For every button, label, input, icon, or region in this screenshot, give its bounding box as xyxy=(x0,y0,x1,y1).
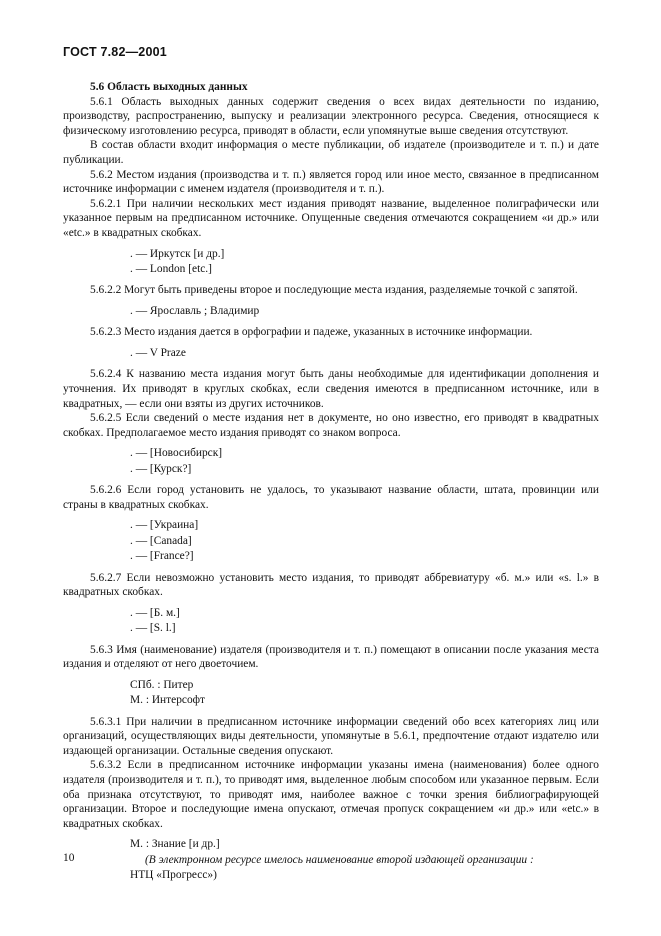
paragraph-5-6-2-2: 5.6.2.2 Могут быть приведены второе и последующие места издания, разделяемые точкой с запятой. xyxy=(90,284,578,297)
example-line: . — [Canada] xyxy=(130,534,192,547)
example-line: НТЦ «Прогресс») xyxy=(130,869,217,882)
example-block xyxy=(63,446,599,477)
paragraph-5-6-3-1: 5.6.3.1 При наличии в предписанном источнике информации сведений обо всех категориях лиц или организаций, осуществляющих виды деятельности, упомянутые в 5.6.1, предпочтение отдают издателю или издающей организации. Остальные сведения опускают. xyxy=(63,715,599,757)
example-line: СПб. : Питер xyxy=(130,678,194,691)
paragraph-5-6-2-6: 5.6.2.6 Если город установить не удалось, то указывают название области, штата, провинции или страны в квадратных скобках. xyxy=(63,484,599,511)
example-line: . — [Б. м.] xyxy=(130,606,180,619)
paragraph-area-scope: В состав области входит информация о месте публикации, об издателе (производителе и т. п.) и дате публикации. xyxy=(63,139,599,166)
paragraph-5-6-2: 5.6.2 Местом издания (производства и т. п.) является город или иное место, связанное в предписанном источнике информации с именем издателя (производителя и т. п.). xyxy=(63,168,599,196)
example-line: . — London [etc.] xyxy=(130,262,212,275)
paragraph-5-6-2-5: 5.6.2.5 Если сведений о месте издания нет в документе, но оно известно, его приводят в квадратных скобках. Предполагаемое место издания приводят со знаком вопроса. xyxy=(63,412,599,439)
page-number: 10 xyxy=(63,852,75,864)
example-block xyxy=(63,606,599,637)
paragraph-5-6-2-7: 5.6.2.7 Если невозможно установить место издания, то приводят аббревиатуру «б. м.» или «s. l.» в квадратных скобках. xyxy=(63,571,599,599)
example-block xyxy=(63,678,599,709)
example-note: (В электронном ресурсе имелось наименование второй издающей организации : xyxy=(145,853,534,866)
paragraph-5-6-3-2: 5.6.3.2 Если в предписанном источнике информации указаны имена (наименования) более одного издателя (производителя и т. п.), то приводят имя, выделенное любым способом или указанное первым. Если оба признака отсутствуют, то приводят имя, наиболее важное с точки зрения библиографирующей организации. Второе и последующие имена опускают, отмечая пропуск сокращением «и др.» или «etc.» в квадратных скобках. xyxy=(63,759,599,830)
paragraph-5-6-3: 5.6.3 Имя (наименование) издателя (производителя и т. п.) помещают в описании после указания места издания и отделяют от него двоеточием. xyxy=(63,643,599,671)
document-body xyxy=(63,80,599,884)
example-line: . — [Новосибирск] xyxy=(130,447,223,460)
example-line: . — V Praze xyxy=(130,346,186,359)
section-heading: 5.6 Область выходных данных xyxy=(90,81,248,93)
example-line: . — [S. l.] xyxy=(130,622,176,635)
example-line: М. : Интерсофт xyxy=(130,694,205,707)
paragraph-5-6-2-4: 5.6.2.4 К названию места издания могут быть даны необходимые для идентификации дополнения и уточнения. Их приводят в круглых скобках, если сведения имеются в предписанном источнике, или в квадратных, — если они взяты из других источников. xyxy=(63,368,599,410)
example-line: . — [Курск?] xyxy=(130,462,192,475)
final-example-block xyxy=(63,837,599,883)
paragraph-5-6-2-1: 5.6.2.1 При наличии нескольких мест издания приводят название, выделенное полиграфически или указанное первым на предписанном источнике. Опущенные сведения отмечаются сокращением «и др.» или «etc.» в квадратных скобках. xyxy=(63,197,599,239)
example-block xyxy=(63,518,599,564)
example-block xyxy=(63,247,599,278)
paragraph-5-6-1: 5.6.1 Область выходных данных содержит сведения о всех видах деятельности по изданию, производству, распространению, выпуску и реализации электронного ресурса. Сведения, относящиеся к физическому изготовлению ресурса, приводят в области, если упомянутые выше сведения отсутствуют. xyxy=(63,95,599,137)
example-line: М. : Знание [и др.] xyxy=(130,838,220,851)
paragraph-5-6-2-3: 5.6.2.3 Место издания дается в орфографии и падеже, указанных в источнике информации. xyxy=(90,326,533,339)
example-line: . — Иркутск [и др.] xyxy=(130,247,225,260)
example-block xyxy=(63,304,599,319)
example-line: . — [France?] xyxy=(130,550,194,563)
example-line: . — Ярославль ; Владимир xyxy=(130,304,260,317)
example-block xyxy=(63,346,599,361)
example-line: . — [Украина] xyxy=(130,519,199,532)
document-header: ГОСТ 7.82—2001 xyxy=(63,45,167,59)
